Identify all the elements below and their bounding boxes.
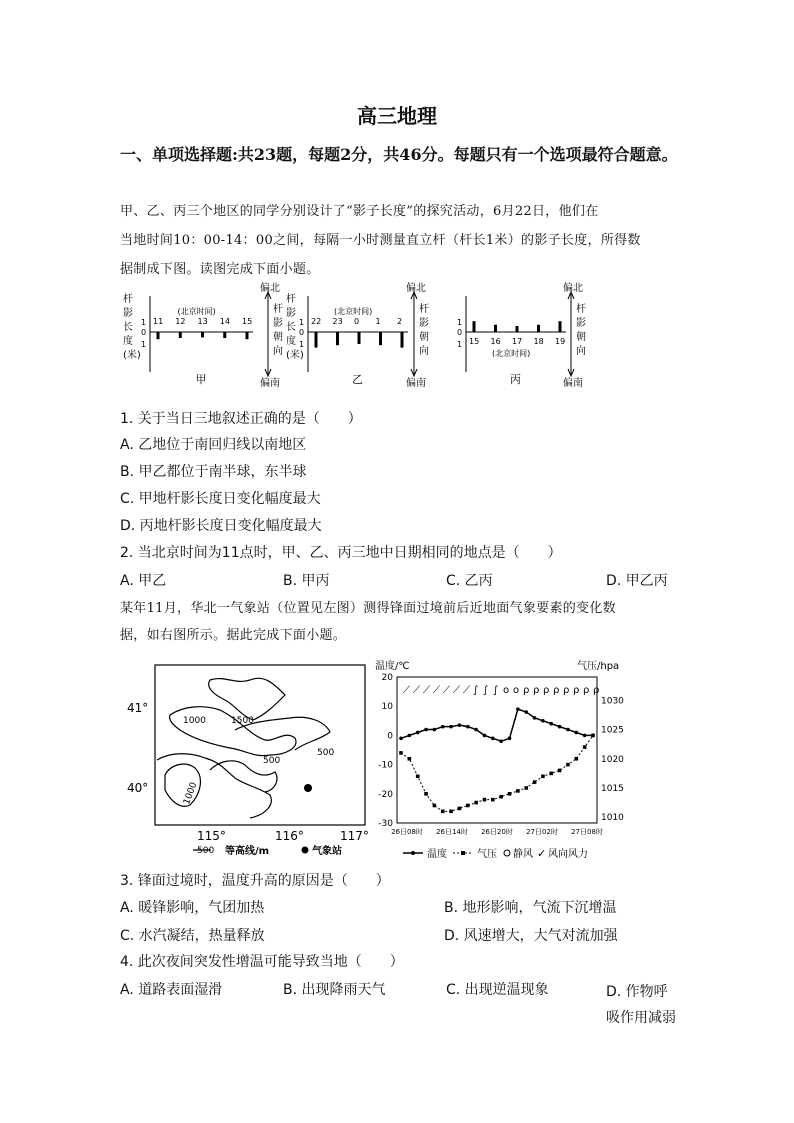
ytick-right-4: 1010	[601, 813, 624, 824]
shadow-bar-1-3	[379, 332, 382, 345]
q4-option-c[interactable]: C. 出现逆温现象	[446, 982, 549, 998]
passage1-line2: 当地时间10：00-14：00之间，每隔一小时测量直立杆（杆长1米）的影子长度，所得数	[120, 233, 641, 248]
pressure-point-6	[449, 810, 453, 814]
shadow-bar-1-1	[336, 332, 339, 345]
q1-option-b[interactable]: B. 甲乙都位于南半球，东半球	[120, 464, 307, 480]
wind-symbol-4: ⟋	[443, 685, 450, 696]
temp-point-19	[558, 725, 562, 729]
hour-label-0-4: 15	[242, 317, 253, 326]
wind-symbol-16: ρ	[563, 685, 570, 696]
pressure-point-17	[541, 774, 545, 778]
q2-option-b[interactable]: B. 甲丙	[283, 573, 330, 589]
temp-point-16	[533, 716, 537, 720]
dir-char-1-1: 影	[419, 318, 429, 329]
pressure-point-4	[433, 804, 437, 808]
hour-label-2-2: 17	[512, 337, 523, 346]
shadow-bar-2-1	[494, 325, 497, 332]
contour-1000-north	[170, 707, 296, 756]
shadow-bar-2-0	[473, 321, 476, 332]
shadow-bar-1-2	[358, 332, 361, 344]
temp-point-6	[449, 725, 453, 729]
tick-1b-2: 1	[457, 340, 463, 349]
wind-symbol-10: o	[503, 685, 510, 696]
pressure-point-23	[591, 734, 595, 738]
temp-point-21	[575, 731, 579, 735]
ytick-left-2: 0	[387, 731, 393, 742]
station-marker	[304, 784, 312, 792]
ytick-right-2: 1020	[601, 754, 624, 765]
tick-0-2: 0	[457, 328, 463, 337]
legend-wind-icon: ✓	[537, 847, 547, 860]
wind-symbol-8: ∫	[483, 685, 489, 696]
legend-station-dot	[302, 847, 309, 854]
panel-name-1: 乙	[352, 373, 363, 386]
pressure-point-0	[399, 751, 403, 755]
ytick-left-1: 10	[381, 702, 393, 713]
ylabel-char-1-2: 长	[286, 322, 296, 333]
contour-label-1000a: 1000	[183, 716, 206, 726]
ytick-left-3: -10	[378, 760, 393, 771]
north-label-2: 偏北	[563, 283, 583, 294]
hour-label-0-1: 12	[175, 317, 186, 326]
ylabel-char-0-4: (米)	[123, 350, 141, 361]
lon-116-label: 116°	[275, 829, 304, 843]
ylabel-char-1-3: 度	[286, 336, 296, 347]
pressure-point-9	[474, 801, 478, 805]
pressure-line	[401, 735, 593, 811]
pressure-point-14	[516, 789, 520, 793]
temp-point-0	[399, 737, 403, 741]
ytick-left-5: -30	[378, 819, 393, 829]
wind-symbol-7: ∫	[473, 685, 479, 696]
wind-symbol-5: ⟋	[453, 685, 460, 696]
hour-label-2-3: 18	[533, 337, 544, 346]
hour-label-1-2: 0	[354, 317, 360, 326]
legend-temp-dot	[411, 851, 415, 855]
passage2-line1: 某年11月，华北一气象站（位置见左图）测得锋面过境前后近地面气象要素的变化数	[120, 601, 616, 616]
q2-option-d[interactable]: D. 甲乙丙	[606, 573, 668, 589]
contour-map	[125, 660, 370, 860]
ytick-right-3: 1015	[601, 783, 624, 794]
temp-point-9	[474, 728, 478, 732]
panel-name-2: 丙	[510, 373, 521, 386]
tick-1a-0: 1	[141, 318, 147, 327]
temp-point-4	[433, 728, 437, 732]
shadow-bar-0-0	[157, 332, 160, 339]
xtick-1: 26日14时	[436, 828, 468, 836]
lat-41-label: 41°	[127, 701, 149, 715]
hour-label-1-4: 2	[397, 317, 403, 326]
tick-0-1: 0	[299, 328, 305, 337]
section-heading: 一、单项选择题:共23题，每题2分，共46分。每题只有一个选项最符合题意。	[120, 145, 678, 164]
legend-calm-icon	[504, 850, 510, 856]
legend-contour-value: 500	[197, 846, 215, 856]
lat-40-label: 40°	[127, 781, 149, 795]
ytick-right-1: 1025	[601, 725, 624, 736]
q2-option-a[interactable]: A. 甲乙	[120, 573, 167, 589]
pressure-point-22	[583, 745, 587, 749]
q1-option-a[interactable]: A. 乙地位于南回归线以南地区	[120, 437, 307, 453]
south-label-0: 偏南	[260, 378, 280, 389]
contour-500-south	[157, 754, 271, 818]
ytick-right-0: 1030	[601, 696, 624, 707]
temp-point-17	[541, 719, 545, 723]
temp-point-20	[566, 728, 570, 732]
q4-option-b[interactable]: B. 出现降雨天气	[283, 982, 386, 998]
ytick-left-4: -20	[378, 789, 393, 800]
ylabel-char-0-3: 度	[123, 336, 133, 347]
pressure-point-16	[533, 780, 537, 784]
south-label-2: 偏南	[563, 378, 583, 389]
contour-label-500b: 500	[263, 756, 281, 766]
dir-char-2-1: 影	[576, 318, 586, 329]
dir-char-2-0: 杆	[576, 304, 586, 315]
wind-symbol-18: ρ	[583, 685, 590, 696]
pressure-point-11	[491, 798, 495, 802]
chart-frame	[397, 677, 600, 823]
xtick-3: 27日02时	[526, 828, 558, 836]
dir-char-1-3: 向	[419, 346, 429, 357]
temp-point-18	[549, 722, 553, 726]
pressure-point-21	[575, 757, 579, 761]
tick-1b-0: 1	[141, 340, 147, 349]
tick-1a-1: 1	[299, 318, 305, 327]
pressure-point-15	[524, 786, 528, 790]
lon-115-label: 115°	[197, 829, 226, 843]
bjtime-label-2: (北京时间)	[492, 349, 531, 358]
legend-pressure-dot	[461, 851, 465, 855]
ylabel-char-1-4: (米)	[286, 350, 304, 361]
hour-label-1-0: 22	[311, 317, 322, 326]
contour-label-1000b: 1000	[182, 781, 200, 807]
temp-point-13	[508, 737, 512, 741]
pressure-point-7	[458, 807, 462, 811]
q3-stem: 3. 锋面过境时，温度升高的原因是（ ）	[120, 873, 390, 889]
tick-1a-2: 1	[457, 318, 463, 327]
pressure-point-3	[424, 792, 428, 796]
dir-char-0-1: 影	[273, 318, 283, 329]
shadow-bar-2-2	[516, 326, 519, 332]
north-label-1: 偏北	[406, 283, 426, 294]
passage1-line1: 甲、乙、丙三个地区的同学分别设计了“影子长度”的探究活动，6月22日，他们在	[120, 204, 599, 219]
pressure-point-19	[558, 769, 562, 773]
wind-symbol-15: ρ	[553, 685, 560, 696]
hour-label-1-3: 1	[375, 317, 381, 326]
legend-temp-text: 温度	[427, 849, 447, 860]
shadow-bar-0-1	[179, 332, 182, 338]
bjtime-label-1: (北京时间)	[334, 307, 373, 316]
hour-label-2-1: 16	[490, 337, 501, 346]
temp-point-14	[516, 707, 520, 711]
hour-label-1-1: 23	[332, 317, 343, 326]
pressure-point-8	[466, 804, 470, 808]
contour-label-500a: 500	[317, 748, 335, 758]
wind-symbol-13: ρ	[533, 685, 540, 696]
hour-label-0-0: 11	[153, 317, 164, 326]
shadow-bar-0-2	[201, 332, 204, 337]
legend-pressure-text: 气压	[477, 849, 497, 860]
paper-title: 高三地理	[357, 104, 437, 128]
q4-option-a[interactable]: A. 道路表面湿滑	[120, 982, 223, 998]
legend-calm-text: 静风	[513, 849, 533, 860]
wind-symbol-11: o	[513, 685, 520, 696]
shadow-bar-2-4	[559, 321, 562, 332]
pressure-point-18	[549, 772, 553, 776]
hour-label-2-4: 19	[555, 337, 566, 346]
wind-symbol-3: ⟋	[433, 685, 440, 696]
wind-symbol-17: ρ	[573, 685, 580, 696]
q4-stem: 4. 此次夜间突发性增温可能导致当地（ ）	[120, 954, 404, 970]
ytick-left-0: 20	[381, 673, 393, 683]
dir-char-2-3: 向	[576, 346, 586, 357]
shadow-bar-0-4	[246, 332, 249, 339]
temp-point-12	[499, 739, 503, 743]
dir-char-1-0: 杆	[419, 304, 429, 315]
legend-wind-text: 风向风力	[548, 849, 588, 860]
xtick-0: 26日08时	[391, 828, 423, 836]
panel-name-0: 甲	[195, 373, 207, 386]
q3-option-c[interactable]: C. 水汽凝结，热量释放	[120, 928, 265, 944]
q4-option-d[interactable]: D. 作物呼吸作用减弱	[606, 984, 676, 1026]
temp-point-3	[424, 728, 428, 732]
q1-option-d[interactable]: D. 丙地杆影长度日变化幅度最大	[120, 518, 322, 534]
dir-char-0-3: 向	[273, 346, 283, 357]
q3-option-a[interactable]: A. 暖锋影响，气团加热	[120, 900, 265, 916]
xtick-2: 26日20时	[481, 828, 513, 836]
contour-1500	[209, 678, 285, 720]
wind-symbol-1: ⟋	[413, 685, 420, 696]
shadow-bar-2-3	[537, 325, 540, 332]
temp-point-2	[416, 731, 420, 735]
wind-symbol-12: ρ	[523, 685, 530, 696]
wind-symbol-14: ρ	[543, 685, 550, 696]
lon-117-label: 117°	[340, 829, 369, 843]
tick-1b-1: 1	[299, 340, 305, 349]
south-label-1: 偏南	[406, 378, 426, 389]
tick-0-0: 0	[141, 328, 147, 337]
pressure-point-10	[483, 798, 487, 802]
weather-chart	[365, 655, 640, 865]
temp-point-15	[524, 710, 528, 714]
hour-label-2-0: 15	[469, 337, 480, 346]
temp-point-22	[583, 734, 587, 738]
q1-stem: 1. 关于当日三地叙述正确的是（ ）	[120, 411, 362, 427]
ylabel-left: 温度/℃	[375, 661, 410, 672]
wind-symbol-9: ∫	[493, 685, 499, 696]
bjtime-label-0: (北京时间)	[177, 307, 216, 316]
xtick-4: 27日08时	[571, 828, 603, 836]
wind-symbol-2: ⟋	[423, 685, 430, 696]
legend-station-text: 气象站	[312, 846, 342, 857]
shadow-bar-1-4	[401, 332, 404, 348]
temp-point-1	[408, 734, 412, 738]
contour-label-1500: 1500	[231, 716, 254, 726]
pressure-point-5	[441, 810, 445, 814]
temp-point-5	[441, 725, 445, 729]
q3-option-d[interactable]: D. 风速增大，大气对流加强	[444, 928, 618, 944]
pressure-point-20	[566, 763, 570, 767]
wind-symbol-6: ⟋	[463, 685, 470, 696]
temp-point-11	[491, 737, 495, 741]
ylabel-char-0-0: 杆	[123, 294, 133, 305]
hour-label-0-2: 13	[197, 317, 208, 326]
shadow-bar-1-0	[315, 332, 318, 348]
pressure-point-13	[508, 792, 512, 796]
pressure-point-1	[408, 757, 412, 761]
ylabel-char-0-2: 长	[123, 322, 133, 333]
q2-option-c[interactable]: C. 乙丙	[446, 573, 493, 589]
ylabel-char-1-0: 杆	[286, 294, 296, 305]
passage2-line2: 据，如右图所示。据此完成下面小题。	[120, 628, 347, 643]
pressure-point-12	[499, 795, 503, 799]
dir-char-2-2: 朝	[576, 332, 586, 343]
ylabel-right: 气压/hpa	[577, 661, 620, 672]
legend-contour-text: 等高线/m	[225, 846, 270, 857]
dir-char-0-0: 杆	[273, 304, 283, 315]
shadow-bar-0-3	[223, 332, 226, 338]
dir-char-0-2: 朝	[273, 332, 283, 343]
passage1-line3: 据制成下图。读图完成下面小题。	[120, 262, 320, 277]
wind-symbol-0: ⟋	[403, 685, 410, 696]
temp-point-7	[458, 723, 462, 727]
dir-char-1-2: 朝	[419, 332, 429, 343]
shadow-figure	[118, 282, 608, 394]
temp-point-8	[466, 725, 470, 729]
q1-option-c[interactable]: C. 甲地杆影长度日变化幅度最大	[120, 491, 321, 507]
ylabel-char-1-1: 影	[286, 308, 296, 319]
temp-point-10	[483, 734, 487, 738]
hour-label-0-3: 14	[219, 317, 230, 326]
temp-line	[401, 709, 593, 741]
ylabel-char-0-1: 影	[123, 308, 133, 319]
north-label-0: 偏北	[260, 283, 280, 294]
q2-stem: 2. 当北京时间为11点时，甲、乙、丙三地中日期相同的地点是（ ）	[120, 545, 562, 561]
pressure-point-2	[416, 774, 420, 778]
wind-symbol-19: ρ	[593, 685, 600, 696]
q3-option-b[interactable]: B. 地形影响，气流下沉增温	[444, 900, 617, 916]
